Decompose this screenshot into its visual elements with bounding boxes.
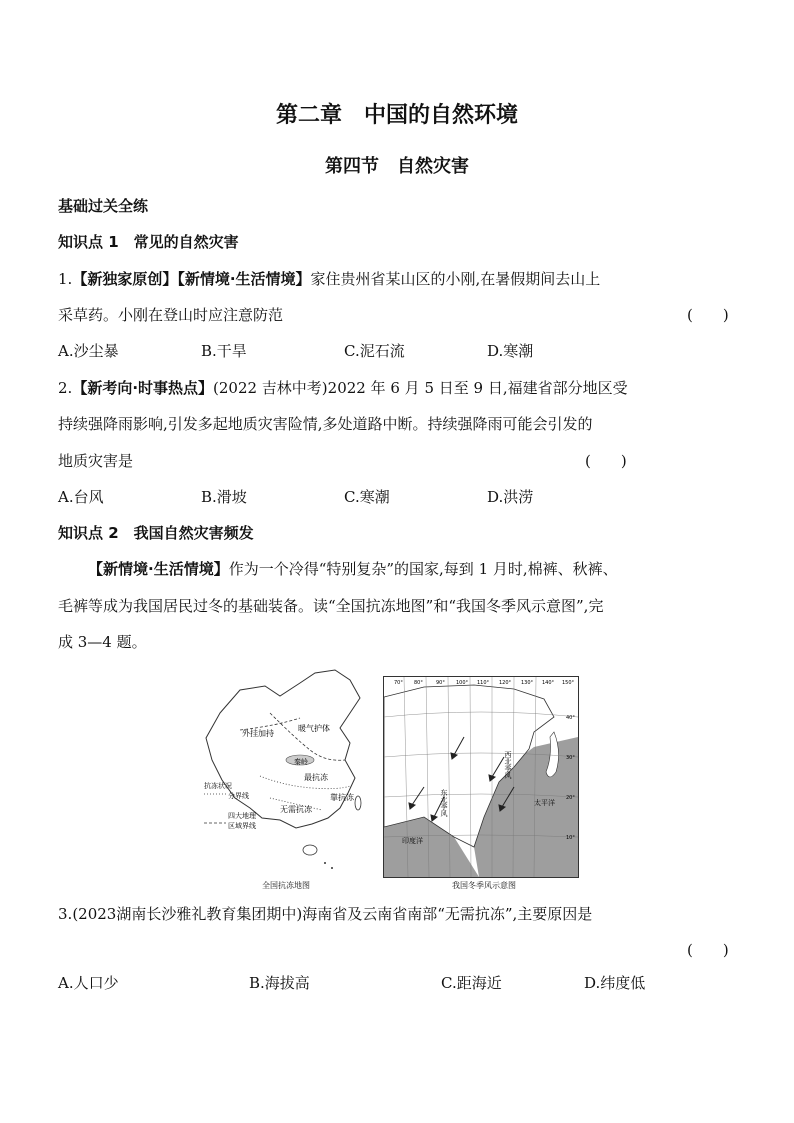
question-3-line-1 <box>58 903 592 924</box>
map1-legend-4: 区域界线 <box>228 822 256 830</box>
anti-freeze-map-graphic <box>200 668 380 878</box>
map1-label-external: 外挂加持 <box>242 729 274 738</box>
question-1-line-1 <box>58 268 600 289</box>
map2-lat-20: 20° <box>566 795 575 801</box>
question-2-option-c[interactable]: C.寒潮 <box>344 488 390 506</box>
question-2-text-1: (2022 吉林中考)2022 年 6 月 5 日至 9 日,福建省部分地区受 <box>213 379 628 397</box>
winter-monsoon-map <box>383 676 579 878</box>
anti-freeze-map <box>200 668 380 878</box>
map1-label-rely: 靠抗冻 <box>330 793 354 802</box>
map2-lat-10: 10° <box>566 835 575 841</box>
chapter-title: 第二章 中国的自然环境 <box>275 103 518 128</box>
intro-line-1 <box>88 558 618 579</box>
intro-tag: 【新情境·生活情境】 <box>88 560 229 578</box>
intro-text-3: 成 3—4 题。 <box>58 633 147 651</box>
question-1-option-a[interactable]: A.沙尘暴 <box>58 342 119 360</box>
question-2-option-d[interactable]: D.洪涝 <box>487 488 534 506</box>
question-2-answer-blank[interactable]: ( ) <box>585 452 627 470</box>
winter-monsoon-map-caption: 我国冬季风示意图 <box>452 881 516 890</box>
question-1-option-d[interactable]: D.寒潮 <box>487 342 534 360</box>
map2-lon-70: 70° <box>394 680 403 686</box>
map2-lon-130: 130° <box>521 680 534 686</box>
anti-freeze-map-caption: 全国抗冻地图 <box>262 881 310 890</box>
knowledge-point-2-title: 知识点 2 我国自然灾害频发 <box>58 524 254 542</box>
map1-label-qinling: 秦岭 <box>294 758 308 766</box>
map2-label-nw-monsoon: 西北季风 <box>504 751 512 779</box>
section-title: 第四节 自然灾害 <box>325 156 469 177</box>
intro-text-1: 作为一个冷得“特别复杂”的国家,每到 1 月时,棉裤、秋裤、 <box>228 560 618 578</box>
winter-monsoon-map-graphic <box>384 677 578 877</box>
part-heading: 基础过关全练 <box>58 197 149 215</box>
question-3-answer-blank[interactable]: ( ) <box>687 941 729 959</box>
intro-text-2: 毛裤等成为我国居民过冬的基础装备。读“全国抗冻地图”和“我国冬季风示意图”,完 <box>58 597 604 615</box>
question-1-option-b[interactable]: B.干旱 <box>201 342 247 360</box>
question-3-option-c[interactable]: C.距海近 <box>441 974 502 992</box>
question-1-tag-original: 【新独家原创】 <box>72 270 178 288</box>
question-2-option-b[interactable]: B.滑坡 <box>201 488 247 506</box>
map2-lat-40: 40° <box>566 715 575 721</box>
map2-lon-100: 100° <box>456 680 469 686</box>
question-2-text-3: 地质灾害是 <box>58 452 134 470</box>
question-1-option-c[interactable]: C.泥石流 <box>344 342 405 360</box>
question-2-option-a[interactable]: A.台风 <box>58 488 104 506</box>
knowledge-point-1-title: 知识点 1 常见的自然灾害 <box>58 233 239 251</box>
question-3-text: (2023湖南长沙雅礼教育集团期中)海南省及云南省南部“无需抗冻”,主要原因是 <box>72 905 593 923</box>
question-1-number: 1. <box>58 270 73 288</box>
question-3-option-d[interactable]: D.纬度低 <box>584 974 646 992</box>
map2-lon-90: 90° <box>436 680 445 686</box>
map1-label-most-resistant: 最抗冻 <box>304 773 328 782</box>
map2-label-ne-monsoon: 东北季风 <box>440 789 448 817</box>
question-2-number: 2. <box>58 379 73 397</box>
map2-label-pacific: 太平洋 <box>534 799 555 807</box>
question-1-answer-blank[interactable]: ( ) <box>687 306 729 324</box>
map1-legend-3: 四大地理 <box>228 812 256 820</box>
question-3-option-a[interactable]: A.人口少 <box>58 974 119 992</box>
question-1-text-1: 家住贵州省某山区的小刚,在暑假期间去山上 <box>310 270 601 288</box>
question-3-option-b[interactable]: B.海拔高 <box>249 974 310 992</box>
question-2-text-2: 持续强降雨影响,引发多起地质灾害险情,多处道路中断。持续强降雨可能会引发的 <box>58 415 593 433</box>
question-2-tag: 【新考向·时事热点】 <box>72 379 214 397</box>
question-2-line-1 <box>58 377 628 398</box>
map2-lon-150: 150° <box>562 680 575 686</box>
map2-lon-110: 110° <box>477 680 490 686</box>
map1-legend-2: 分界线 <box>228 792 249 800</box>
map2-lon-80: 80° <box>414 680 423 686</box>
map2-lon-120: 120° <box>499 680 512 686</box>
question-1-tag-scenario: 【新情境·生活情境】 <box>177 270 311 288</box>
map1-label-heating: 暖气护体 <box>298 724 330 733</box>
question-3-number: 3. <box>58 905 73 923</box>
question-1-text-2: 采草药。小刚在登山时应注意防范 <box>58 306 284 324</box>
map1-label-no-need: 无需抗冻 <box>280 805 312 814</box>
map2-label-indian-ocean: 印度洋 <box>402 837 423 845</box>
map1-legend-1: 抗冻状况 <box>204 782 232 790</box>
map2-lon-140: 140° <box>542 680 555 686</box>
map2-lat-30: 30° <box>566 755 575 761</box>
